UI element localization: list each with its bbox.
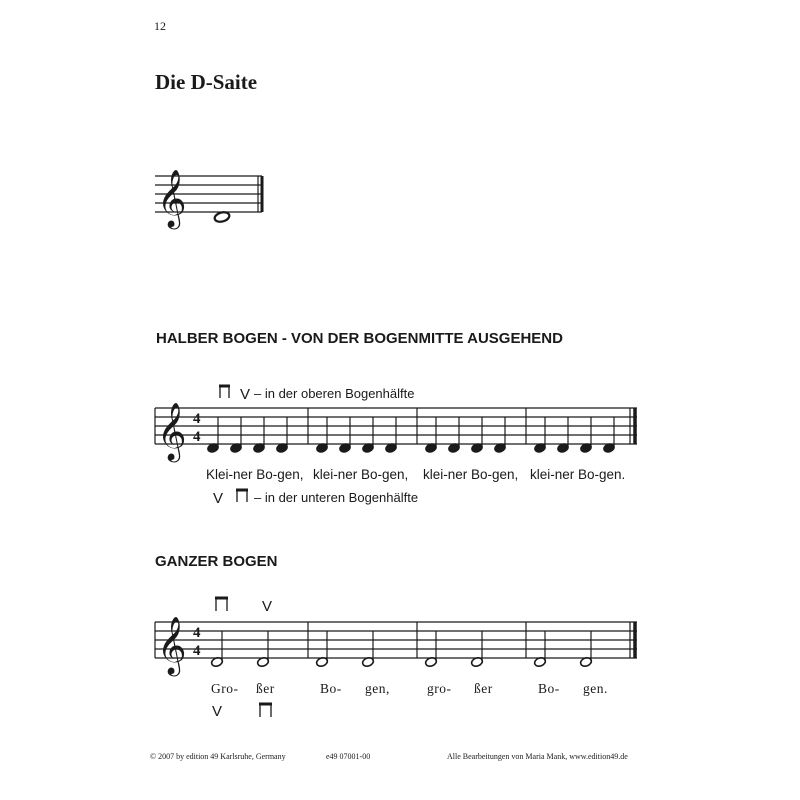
section-heading-full-bow: GANZER BOGEN: [155, 553, 278, 570]
up-bow-icon: V: [213, 490, 224, 507]
page-number: 12: [154, 19, 166, 33]
down-bow-icon: [215, 598, 228, 611]
footer-credits: Alle Bearbeitungen von Maria Mank, www.edition49.de: [447, 752, 628, 761]
page-title: Die D-Saite: [155, 70, 258, 94]
up-bow-icon: V: [262, 598, 273, 615]
lyric-syllable: gen,: [365, 681, 390, 696]
down-bow-icon: [259, 704, 272, 717]
section-heading-half-bow: HALBER BOGEN - VON DER BOGENMITTE AUSGEHEND: [156, 330, 563, 347]
lyric-syllable: Bo-: [538, 681, 560, 696]
lyric-phrase: Klei-ner Bo-gen,: [206, 467, 304, 482]
time-signature-bottom: 4: [193, 429, 201, 445]
bowing-instruction-lower: – in der unteren Bogenhälfte: [254, 490, 419, 505]
footer-catalog-number: e49 07001-00: [326, 752, 371, 761]
treble-clef-icon: 𝄞: [157, 169, 187, 227]
lyric-syllable: gro-: [427, 681, 452, 696]
lyric-syllable: gen.: [583, 681, 608, 696]
lyric-syllable: Gro-: [211, 681, 239, 696]
treble-clef-icon: 𝄞: [157, 402, 187, 460]
lyric-phrase: klei-ner Bo-gen,: [423, 467, 519, 482]
time-signature-top: 4: [193, 625, 201, 641]
lyric-phrase: klei-ner Bo-gen.: [530, 467, 626, 482]
lyric-syllable: ßer: [474, 681, 493, 696]
lyric-phrase: klei-ner Bo-gen,: [313, 467, 409, 482]
up-bow-icon: V: [212, 703, 223, 720]
lyric-syllable: ßer: [256, 681, 275, 696]
footer-copyright: © 2007 by edition 49 Karlsruhe, Germany: [150, 752, 286, 761]
time-signature-bottom: 4: [193, 643, 201, 659]
lyric-syllable: Bo-: [320, 681, 342, 696]
up-bow-icon: V: [240, 386, 251, 403]
treble-clef-icon: 𝄞: [157, 616, 187, 674]
time-signature-top: 4: [193, 411, 201, 427]
bowing-instruction-upper: – in der oberen Bogenhälfte: [254, 386, 415, 401]
